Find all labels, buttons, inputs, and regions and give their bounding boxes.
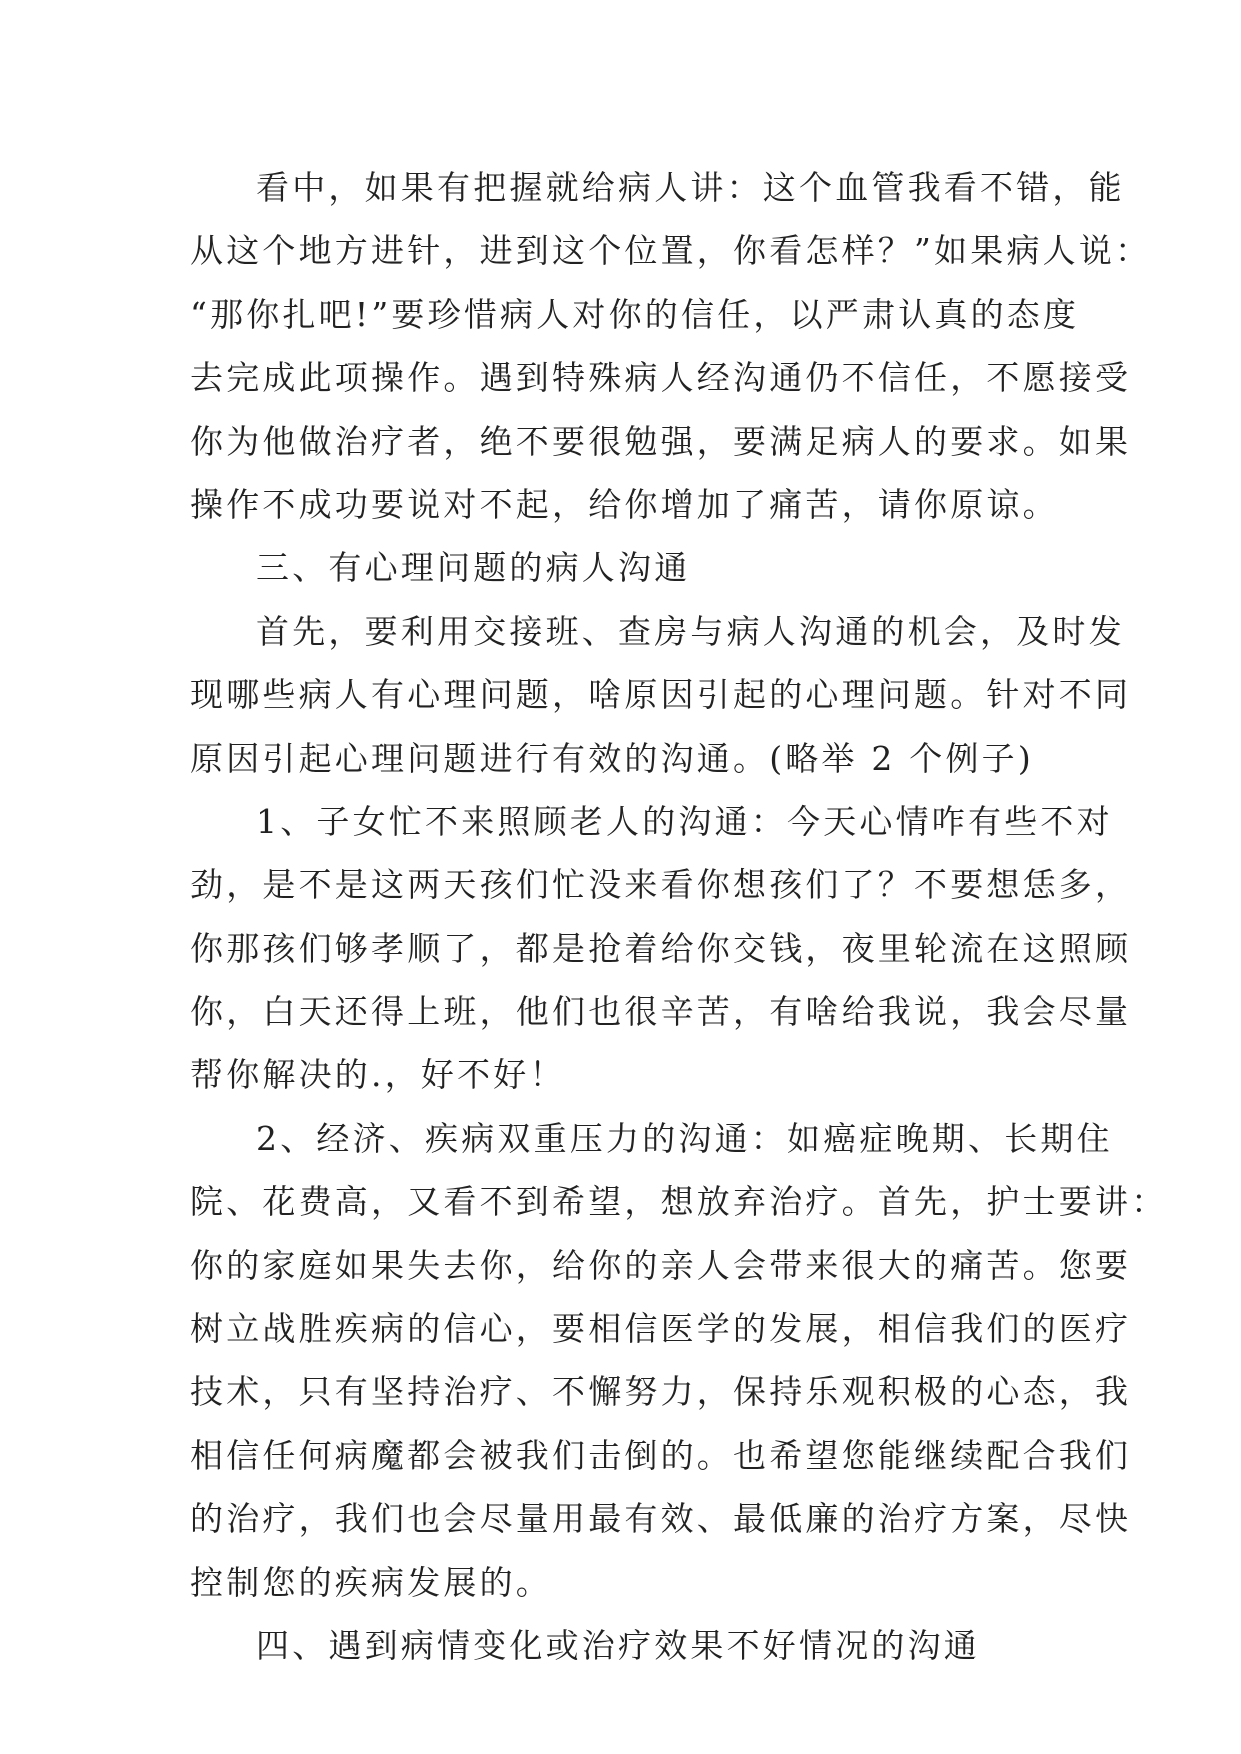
- text-line: 你的家庭如果失去你，给你的亲人会带来很大的痛苦。您要: [190, 1245, 1132, 1285]
- text-line: 控制您的疾病发展的。: [190, 1562, 552, 1602]
- text-line: 劲，是不是这两天孩们忙没来看你想孩们了？不要想恁多，: [190, 865, 1132, 905]
- body-text: [190, 156, 1168, 1677]
- text-line: 操作不成功要说对不起，给你增加了痛苦，请你原谅。: [190, 484, 1059, 524]
- text-line: 的治疗，我们也会尽量用最有效、最低廉的治疗方案，尽快: [190, 1499, 1132, 1539]
- text-line: 2、经济、疾病双重压力的沟通：如癌症晚期、长期住: [256, 1118, 1113, 1158]
- section-heading: 四、遇到病情变化或治疗效果不好情况的沟通: [256, 1625, 980, 1665]
- text-line: 去完成此项操作。遇到特殊病人经沟通仍不信任，不愿接受: [190, 358, 1132, 398]
- text-line: 1、子女忙不来照顾老人的沟通：今天心情咋有些不对: [256, 801, 1113, 841]
- text-line: 看中，如果有把握就给病人讲：这个血管我看不错，能: [256, 168, 1125, 207]
- text-line: 从这个地方进针，进到这个位置，你看怎样？”如果病人说：: [190, 231, 1152, 271]
- section-heading: 三、有心理问题的病人沟通: [256, 548, 691, 588]
- text-line: 院、花费高，又看不到希望，想放弃治疗。首先，护士要讲：: [190, 1182, 1168, 1222]
- text-line: 你为他做治疗者，绝不要很勉强，要满足病人的要求。如果: [190, 421, 1132, 461]
- text-line: 你，白天还得上班，他们也很辛苦，有啥给我说，我会尽量: [190, 992, 1132, 1032]
- text-line: 帮你解决的.，好不好！: [190, 1055, 566, 1095]
- text-line: 首先，要利用交接班、查房与病人沟通的机会，及时发: [256, 611, 1125, 651]
- text-line: 相信任何病魔都会被我们击倒的。也希望您能继续配合我们: [190, 1435, 1132, 1475]
- text-line: 原因引起心理问题进行有效的沟通。(略举 2 个例子): [190, 738, 1034, 778]
- text-line: 现哪些病人有心理问题，啥原因引起的心理问题。针对不同: [190, 675, 1132, 715]
- text-line: 你那孩们够孝顺了，都是抢着给你交钱，夜里轮流在这照顾: [190, 928, 1132, 968]
- text-line: 技术，只有坚持治疗、不懈努力，保持乐观积极的心态，我: [190, 1372, 1132, 1412]
- text-line: 树立战胜疾病的信心，要相信医学的发展，相信我们的医疗: [190, 1309, 1132, 1349]
- text-line: “那你扎吧!”要珍惜病人对你的信任，以严肃认真的态度: [190, 294, 1080, 334]
